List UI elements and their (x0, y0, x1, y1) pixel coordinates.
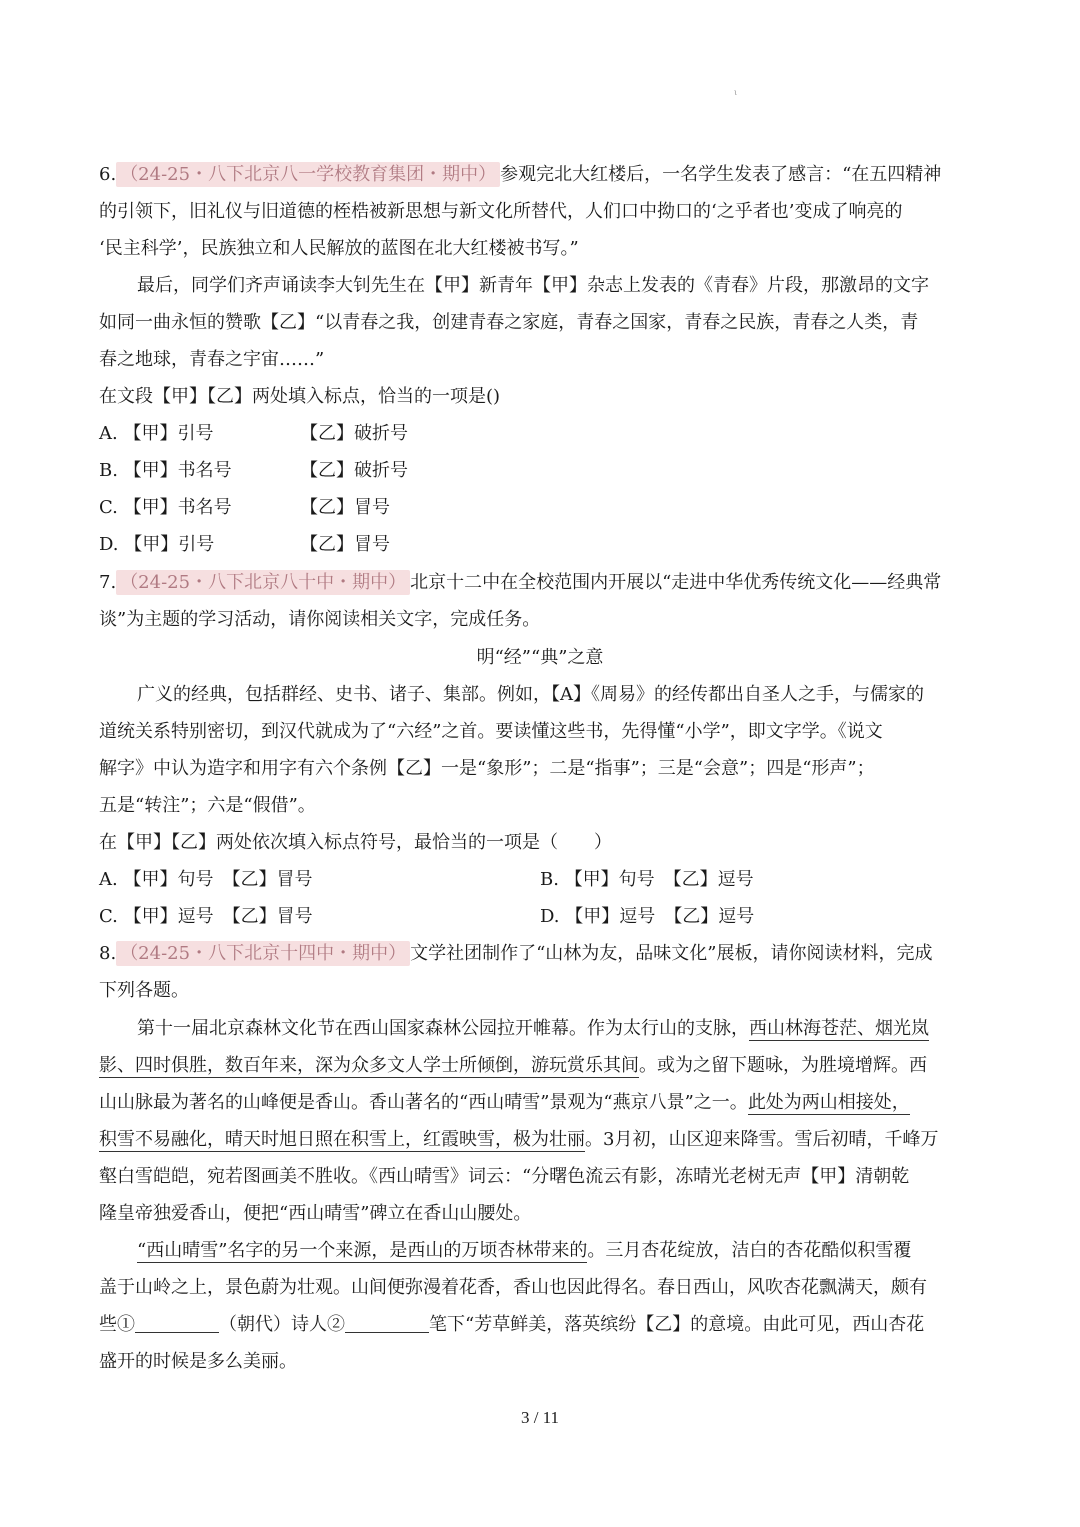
q8-line-2: 下列各题。 (99, 980, 189, 1001)
q8-p1-underlined-sentence-1b: 影、四时俱胜，数百年来，深为众多文人学士所倾倒，游玩赏乐其间 (99, 1055, 639, 1076)
q8-p2-line-2: 盖于山岭之上，景色蔚为壮观。山间便弥漫着花香，香山也因此得名。春日西山，风吹杏花飘满天，颇有 (99, 1277, 927, 1298)
q8-p1-underlined-sentence-2a: 此处为两山相接处， (747, 1092, 910, 1113)
q7-option-b[interactable]: B. 【甲】句号 【乙】逗号 (540, 869, 754, 890)
q6-option-c-jia: C. 【甲】书名号 (99, 497, 232, 518)
q6-option-d-yi: 【乙】冒号 (300, 534, 390, 555)
q7-para-line-1: 广义的经典，包括群经、史书、诸子、集部。例如，【A】《周易》的经传都出自圣人之手，与儒家的 (137, 684, 924, 705)
q8-p1-l4-text: 。3月初，山区迎来降雪。雪后初晴，千峰万 (585, 1129, 939, 1150)
q6-option-a[interactable] (99, 421, 499, 447)
q8-p1-l3-text: 山山脉最为著名的山峰便是香山。香山著名的“西山晴雪”景观为“燕京八景”之一。 (99, 1092, 748, 1113)
page-number: 3 / 11 (520, 1408, 560, 1427)
q6-option-d-jia: D. 【甲】引号 (99, 534, 215, 555)
q8-p1-line-1 (137, 1016, 929, 1042)
q6-para-line-1: 最后，同学们齐声诵读李大钊先生在【甲】新青年【甲】杂志上发表的《青春》片段，那激昂的文字 (137, 275, 929, 296)
q8-number: 8. (99, 943, 117, 964)
q6-option-c[interactable] (99, 495, 499, 521)
q8-p1-underlined-sentence-1a: 西山林海苍茫、烟光岚 (749, 1018, 929, 1039)
q8-p2-line-4: 盛开的时候是多么美丽。 (99, 1351, 297, 1372)
q7-option-c[interactable]: C. 【甲】逗号 【乙】冒号 (99, 906, 313, 927)
q7-option-d[interactable]: D. 【甲】逗号 【乙】逗号 (540, 906, 755, 927)
q8-source-tag: （24-25・八下北京十四中・期中） (116, 941, 410, 966)
q7-para-line-4: 五是“转注”；六是“假借”。 (99, 795, 316, 816)
q7-number: 7. (99, 572, 117, 593)
blank-1-dynasty[interactable] (135, 1314, 219, 1333)
q8-p1-l2-text: 。或为之留下题咏，为胜境增辉。西 (639, 1055, 927, 1076)
q8-p2-underlined-sentence: “西山晴雪”名字的另一个来源，是西山的万顷杏林带来的 (137, 1240, 588, 1261)
q6-option-a-yi: 【乙】破折号 (300, 423, 408, 444)
q6-option-c-yi: 【乙】冒号 (300, 497, 390, 518)
q8-p2-l3-text-b: （朝代）诗人② (219, 1314, 345, 1335)
q6-line-1 (99, 162, 941, 188)
q6-prompt: 在文段【甲】【乙】两处填入标点，恰当的一项是() (99, 386, 501, 407)
q8-p2-line-1 (137, 1238, 911, 1264)
q6-number: 6. (99, 164, 117, 185)
q6-option-b-jia: B. 【甲】书名号 (99, 460, 232, 481)
q8-p1-line-3 (99, 1090, 910, 1116)
q6-line1-text: 参观完北大红楼后，一名学生发表了感言：“在五四精神 (500, 164, 942, 185)
q7-para-line-2: 道统关系特别密切，到汉代就成为了“六经”之首。要读懂这些书，先得懂“小学”，即文字学。《说文 (99, 721, 883, 742)
q6-option-d[interactable] (99, 532, 499, 558)
q8-p1-line-6: 隆皇帝独爱香山，便把“西山晴雪”碑立在香山山腰处。 (99, 1203, 532, 1224)
q8-p1-line-5: 壑白雪皑皑，宛若图画美不胜收。《西山晴雪》词云：“分曙色流云有影，冻晴光老树无声【甲】清朝乾 (99, 1166, 910, 1187)
q7-line-1 (99, 570, 941, 596)
q8-p2-l3-text-c: 笔下“芳草鲜美，落英缤纷【乙】的意境。由此可见，西山杏花 (429, 1314, 925, 1335)
q8-p1-l1-text: 第十一届北京森林文化节在西山国家森林公园拉开帷幕。作为太行山的支脉， (137, 1018, 749, 1039)
q7-line-2: 谈”为主题的学习活动，请你阅读相关文字，完成任务。 (99, 609, 541, 630)
q6-para-line-3: 春之地球，青春之宇宙……” (99, 349, 325, 370)
q7-option-a[interactable]: A. 【甲】句号 【乙】冒号 (99, 869, 313, 890)
q6-option-b-yi: 【乙】破折号 (300, 460, 408, 481)
q7-line1-text: 北京十二中在全校范围内开展以“走进中华优秀传统文化——经典常 (410, 572, 942, 593)
q6-line-2: 的引领下，旧礼仪与旧道德的桎梏被新思想与新文化所替代，人们口中拗口的‘之乎者也’变成了响亮的 (99, 201, 903, 222)
q6-para-line-2: 如同一曲永恒的赞歌【乙】“以青春之我，创建青春之家庭，青春之国家，青春之民族，青春之人类，青 (99, 312, 919, 333)
q7-prompt: 在【甲】【乙】两处依次填入标点符号，最恰当的一项是（ ） (99, 832, 612, 853)
q8-p1-underlined-sentence-2b: 积雪不易融化，晴天时旭日照在积雪上，红霞映雪，极为壮丽 (99, 1129, 585, 1150)
q8-p1-line-2 (99, 1053, 927, 1079)
blank-2-poet[interactable] (345, 1314, 429, 1333)
q6-option-b[interactable] (99, 458, 499, 484)
q6-source-tag: （24-25・八下北京八一学校教育集团・期中） (116, 162, 500, 187)
q8-p2-l1-text: 。三月杏花绽放，洁白的杏花酷似积雪覆 (587, 1240, 912, 1261)
q8-p2-line-3 (99, 1312, 924, 1338)
q8-p1-line-4 (99, 1127, 938, 1153)
q6-line-3: ‘民主科学’，民族独立和人民解放的蓝图在北大红楼被书写。” (99, 238, 579, 259)
q7-para-line-3: 解字》中认为造字和用字有六个条例【乙】一是“象形”；二是“指事”；三是“会意”；四是“形声”； (99, 758, 875, 779)
q8-line1-text: 文学社团制作了“山林为友，品味文化”展板，请你阅读材料，完成 (410, 943, 933, 964)
q6-option-a-jia: A. 【甲】引号 (99, 423, 214, 444)
q7-source-tag: （24-25・八下北京八十中・期中） (116, 570, 410, 595)
q8-p2-l3-text-a: 些① (99, 1314, 135, 1335)
q8-line-1 (99, 941, 932, 967)
header-mark: ι (734, 88, 738, 97)
q7-passage-title: 明“经”“典”之意 (476, 647, 604, 668)
